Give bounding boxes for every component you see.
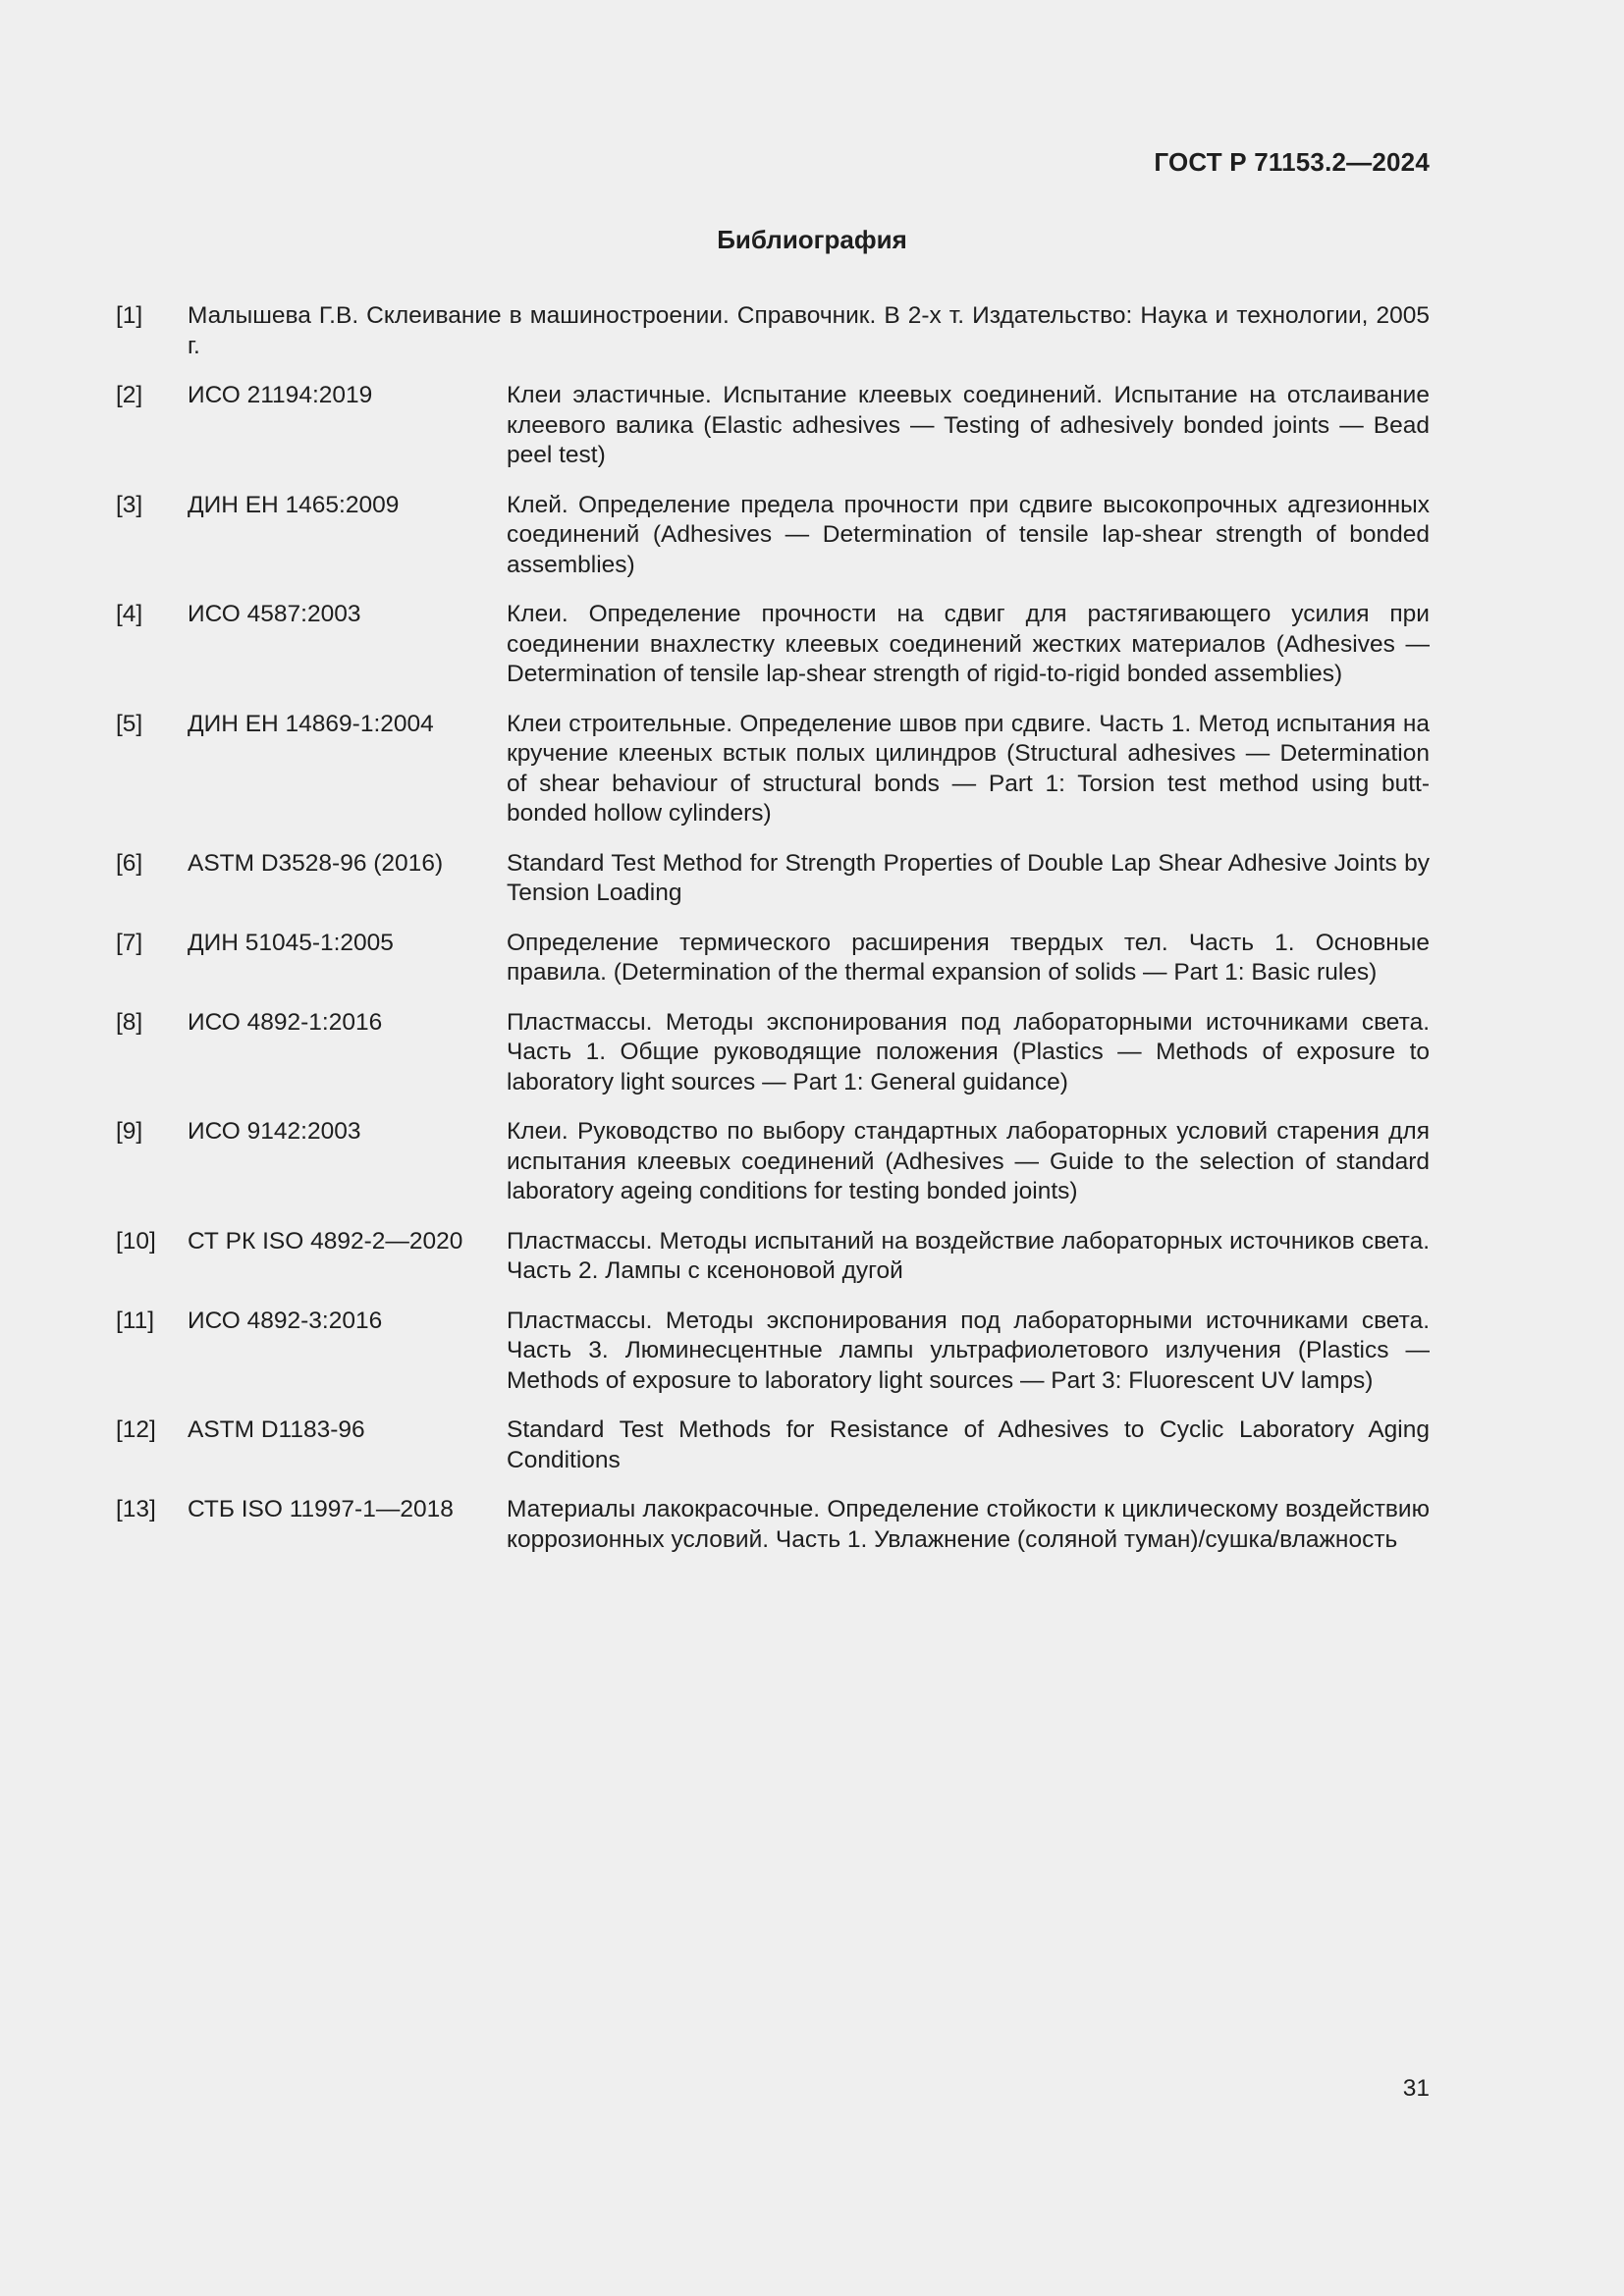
bibliography-entry-9 — [116, 1117, 1430, 1207]
entry-code: ИСО 4587:2003 — [188, 601, 361, 627]
entry-code: ИСО 4892-3:2016 — [188, 1307, 383, 1334]
bibliography-list — [116, 301, 1430, 1575]
document-code: ГОСТ Р 71153.2—2024 — [1154, 147, 1430, 177]
entry-code: ASTM D3528-96 (2016) — [188, 849, 444, 877]
entry-number: [13] — [116, 1496, 156, 1522]
entry-number: [8] — [116, 1008, 143, 1036]
bibliography-entry-10 — [116, 1227, 1430, 1287]
entry-number: [11] — [116, 1307, 155, 1334]
bibliography-entry-4 — [116, 600, 1430, 690]
bibliography-entry-3 — [116, 491, 1430, 581]
entry-title: Пластмассы. Методы испытаний на воздействие лабораторных источников света. Часть 2. Лампы с ксеноновой дугой — [507, 1227, 1430, 1284]
entry-number: [12] — [116, 1416, 156, 1443]
entry-code: ДИН ЕН 1465:2009 — [188, 491, 400, 518]
bibliography-entry-11 — [116, 1307, 1430, 1397]
bibliography-entry-1 — [116, 301, 1430, 361]
entry-code: ИСО 9142:2003 — [188, 1118, 361, 1145]
entry-code: СТБ ISO 11997-1—2018 — [188, 1496, 454, 1522]
bibliography-entry-8 — [116, 1008, 1430, 1098]
entry-title: Клеи эластичные. Испытание клеевых соединений. Испытание на отслаивание клеевого валика (Elastic adhesives — Testing of adhesively bonded joints — Bead peel test) — [507, 382, 1430, 468]
entry-code: ИСО 21194:2019 — [188, 382, 373, 408]
bibliography-entry-5 — [116, 710, 1430, 829]
entry-title: Малышева Г.В. Склеивание в машиностроении. Справочник. В 2-х т. Издательство: Наука и технологии, 2005 г. — [188, 302, 1430, 359]
entry-title: Клей. Определение предела прочности при сдвиге высокопрочных адгезионных соединений (Adhesives — Determination of tensile lap-shear strength of bonded assemblies) — [507, 491, 1430, 578]
entry-title: Клеи. Руководство по выбору стандартных лабораторных условий старения для испытания клеевых соединений (Adhesives — Guide to the selection of standard laboratory ageing conditions for testing bonded joints) — [507, 1118, 1430, 1204]
entry-code: ИСО 4892-1:2016 — [188, 1008, 383, 1036]
entry-title: Клеи строительные. Определение швов при сдвиге. Часть 1. Метод испытания на кручение клееных встык полых цилиндров (Structural adhesives — Determination of shear behaviour of structural bonds — Part 1: Torsion test method using butt-bonded hollow cylinders) — [507, 710, 1430, 827]
section-title: Библиография — [717, 225, 907, 254]
bibliography-entry-7 — [116, 929, 1430, 988]
entry-code: ASTM D1183-96 — [188, 1416, 365, 1443]
bibliography-entry-6 — [116, 849, 1430, 909]
entry-number: [5] — [116, 710, 143, 737]
entry-title: Standard Test Methods for Resistance of Adhesives to Cyclic Laboratory Aging Conditions — [507, 1416, 1430, 1473]
entry-title: Standard Test Method for Strength Properties of Double Lap Shear Adhesive Joints by Tension Loading — [507, 849, 1430, 906]
entry-title: Материалы лакокрасочные. Определение стойкости к циклическому воздействию коррозионных условий. Часть 1. Увлажнение (соляной туман)/сушка/влажность — [507, 1496, 1430, 1553]
page-number: 31 — [1402, 2075, 1430, 2102]
entry-title: Пластмассы. Методы экспонирования под лабораторными источниками света. Часть 3. Люминесцентные лампы ультрафиолетового излучения (Plastics — Methods of exposure to laboratory light sources — Part 3: Fluorescent UV lamps) — [507, 1307, 1430, 1394]
entry-code: СТ РК ISO 4892-2—2020 — [188, 1227, 463, 1255]
entry-number: [2] — [116, 382, 143, 408]
entry-code: ДИН ЕН 14869-1:2004 — [188, 710, 434, 737]
entry-number: [3] — [116, 491, 143, 518]
entry-title: Клеи. Определение прочности на сдвиг для растягивающего усилия при соединении внахлестку клеевых соединений жестких материалов (Adhesives — Determination of tensile lap-shear strength of rigid-to-rigid bonded assemblies) — [507, 601, 1430, 687]
bibliography-entry-13 — [116, 1495, 1430, 1555]
entry-number: [6] — [116, 849, 143, 877]
entry-number: [7] — [116, 929, 143, 956]
entry-number: [4] — [116, 601, 143, 627]
entry-title: Определение термического расширения твердых тел. Часть 1. Основные правила. (Determination of the thermal expansion of solids — Part 1: Basic rules) — [507, 929, 1430, 986]
entry-number: [10] — [116, 1227, 156, 1255]
bibliography-entry-2 — [116, 381, 1430, 471]
entry-title: Пластмассы. Методы экспонирования под лабораторными источниками света. Часть 1. Общие руководящие положения (Plastics — Methods of exposure to laboratory light sources — Part 1: General guidance) — [507, 1008, 1430, 1095]
entry-number: [9] — [116, 1118, 143, 1145]
entry-code: ДИН 51045-1:2005 — [188, 929, 394, 956]
bibliography-entry-12 — [116, 1415, 1430, 1475]
entry-number: [1] — [116, 302, 143, 329]
